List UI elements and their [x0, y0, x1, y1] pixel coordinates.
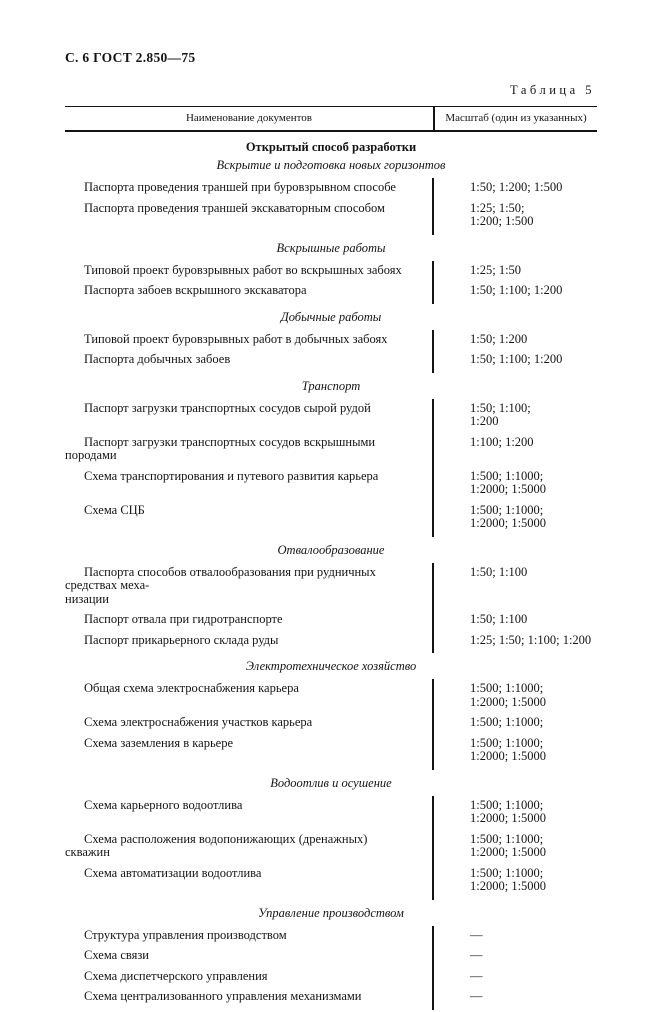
table-row [65, 333, 597, 347]
section-heading: Отвалообразование [277, 542, 385, 557]
scale-value-cell: 1:50; 1:100; 1:200 [470, 352, 563, 366]
scale-value-cell: 1:500; 1:1000; 1:2000; 1:5000 [470, 831, 547, 859]
scale-value-cell: 1:50; 1:100 [470, 612, 528, 626]
document-name-cell: Структура управления производством [84, 927, 287, 942]
scale-value-cell: 1:100; 1:200 [470, 434, 534, 449]
table-row [65, 970, 597, 984]
document-name-cell: Схема централизованного управления механизмами [84, 989, 362, 1003]
scale-value-cell: 1:50; 1:100 [470, 564, 528, 579]
section-heading: Добычные работы [280, 309, 382, 324]
section-rows [65, 399, 597, 539]
table-row [65, 799, 597, 826]
document-name-cell: Паспорт отвала при гидротранспорте [84, 612, 283, 626]
scale-value-cell: — [470, 927, 483, 942]
table-row [65, 682, 597, 709]
table-row [65, 284, 597, 298]
document-name-cell: Схема транспортирования и путевого развития карьера [84, 468, 379, 483]
scale-value-cell: 1:50; 1:200; 1:500 [470, 180, 563, 194]
table-section [65, 242, 597, 306]
table-row [65, 990, 597, 1004]
table-body [65, 132, 597, 1012]
document-name-cell: Паспорта проведения траншей экскаваторным способом [84, 200, 385, 215]
document-name-cell: Паспорт загрузки транспортных сосудов вскрышными породами [65, 434, 376, 462]
table-section [65, 311, 597, 375]
page-header-doc-ref: С. 6 ГОСТ 2.850—75 [65, 50, 196, 65]
scale-value-cell: 1:500; 1:1000; 1:2000; 1:5000 [470, 468, 547, 496]
scale-value-cell: 1:25; 1:50 [470, 262, 522, 277]
table-row [65, 929, 597, 943]
scale-value-cell: 1:25; 1:50; 1:100; 1:200 [470, 632, 592, 647]
scale-value-cell: 1:500; 1:1000; [470, 715, 544, 729]
document-name-cell: Паспорта способов отвалообразования при рудничных средствах меха- низации [65, 564, 376, 606]
table-row [65, 737, 597, 764]
document-name-cell: Схема автоматизации водоотлива [84, 865, 262, 880]
table-row [65, 181, 597, 195]
section-heading: Вскрытие и подготовка новых горизонтов [216, 158, 446, 172]
table-section [65, 660, 597, 772]
document-name-cell: Схема расположения водопонижающих (дренажных) скважин [65, 831, 368, 859]
scale-value-cell: 1:500; 1:1000; 1:2000; 1:5000 [470, 681, 547, 709]
table-row [65, 634, 597, 648]
table-section [65, 777, 597, 902]
scale-value-cell: 1:50; 1:100; 1:200 [470, 283, 563, 297]
section-rows [65, 679, 597, 772]
section-heading: Транспорт [301, 378, 361, 393]
scale-value-cell: 1:500; 1:1000; 1:2000; 1:5000 [470, 797, 547, 825]
document-name-cell: Схема карьерного водоотлива [84, 797, 243, 812]
section-rows [65, 796, 597, 902]
document-name-cell: Паспорта добычных забоев [84, 352, 231, 366]
table-row [65, 716, 597, 730]
section-rows [65, 926, 597, 1012]
section-heading: Водоотлив и осушение [270, 775, 392, 790]
table-row [65, 949, 597, 963]
table-section [65, 544, 597, 656]
scale-value-cell: 1:500; 1:1000; 1:2000; 1:5000 [470, 735, 547, 763]
table-row [65, 833, 597, 860]
table-row [65, 867, 597, 894]
table-number-label: Таблица 5 [510, 83, 595, 97]
table-row [65, 566, 597, 607]
scale-value-cell: 1:25; 1:50; 1:200; 1:500 [470, 200, 534, 228]
scale-value-cell: — [470, 989, 483, 1003]
document-name-cell: Паспорт загрузки транспортных сосудов сырой рудой [84, 400, 371, 415]
column-header-scale: Масштаб (один из указанных) [433, 107, 597, 130]
table-row [65, 470, 597, 497]
table-section [65, 141, 597, 237]
table-section [65, 380, 597, 539]
scale-value-cell: — [470, 948, 483, 962]
document-name-cell: Паспорта проведения траншей при буровзрывном способе [84, 180, 396, 194]
section-heading: Открытый способ разработки [245, 140, 417, 154]
column-header-document-name: Наименование документов [185, 112, 312, 124]
scale-value-cell: — [470, 968, 483, 983]
document-name-cell: Типовой проект буровзрывных работ во вскрышных забоях [84, 262, 402, 277]
table-section [65, 907, 597, 1012]
table-row [65, 504, 597, 531]
document-name-cell: Общая схема электроснабжения карьера [84, 681, 299, 695]
section-rows [65, 330, 597, 375]
scale-value-cell: 1:500; 1:1000; 1:2000; 1:5000 [470, 865, 547, 893]
table-row [65, 353, 597, 367]
table-row [65, 613, 597, 627]
document-name-cell: Схема электроснабжения участков карьера [84, 715, 313, 729]
document-name-cell: Типовой проект буровзрывных работ в добычных забоях [84, 331, 388, 346]
section-heading: Электротехническое хозяйство [245, 659, 417, 673]
table-row [65, 264, 597, 278]
document-name-cell: Паспорта забоев вскрышного экскаватора [84, 283, 307, 297]
scale-value-cell: 1:500; 1:1000; 1:2000; 1:5000 [470, 502, 547, 530]
table-row [65, 202, 597, 229]
table-row [65, 402, 597, 429]
table-row [65, 436, 597, 463]
section-rows [65, 178, 597, 237]
scale-value-cell: 1:50; 1:100; 1:200 [470, 400, 531, 428]
document-name-cell: Схема СЦБ [84, 502, 145, 517]
document-name-cell: Паспорт прикарьерного склада руды [84, 632, 279, 647]
table-header-row [65, 106, 597, 132]
section-heading: Вскрышные работы [276, 240, 386, 255]
section-rows [65, 261, 597, 306]
section-heading: Управление производством [258, 905, 404, 920]
document-name-cell: Схема связи [84, 948, 149, 962]
scale-value-cell: 1:50; 1:200 [470, 331, 528, 346]
document-name-cell: Схема заземления в карьере [84, 735, 233, 750]
document-name-cell: Схема диспетчерского управления [84, 968, 268, 983]
section-rows [65, 563, 597, 656]
